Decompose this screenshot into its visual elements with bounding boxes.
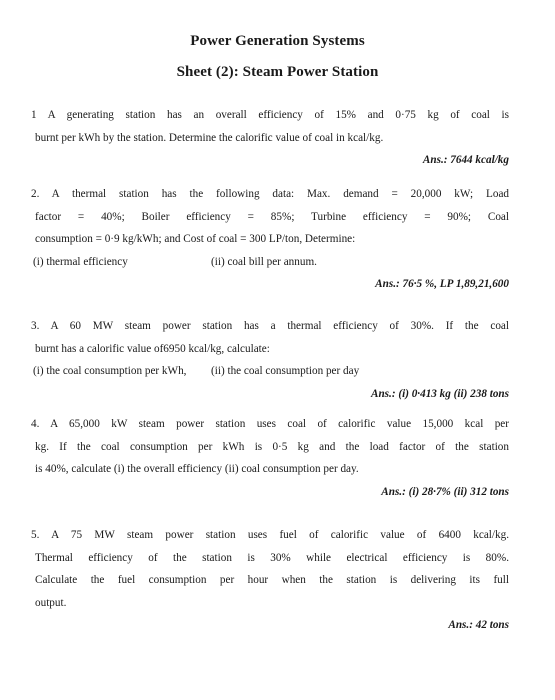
question-2-part-i: (i) thermal efficiency [33,255,128,268]
question-3-line-2: burnt has a calorific value of6950 kcal/kg, calculate: [35,342,270,355]
question-3-parts [31,360,509,383]
question-2-line-2: factor = 40%; Boiler efficiency = 85%; Turbine efficiency = 90%; Coal [35,210,509,223]
question-1 [31,104,509,171]
question-2-line-1: 2. A thermal station has the following data: Max. demand = 20,000 kW; Load [31,188,509,200]
question-5-line-3: Calculate the fuel consumption per hour when the station is delivering its full [35,574,509,586]
question-4-line-3: is 40%, calculate (i) the overall efficiency (ii) coal consumption per day. [35,463,359,475]
question-4-answer: Ans.: (i) 28·7% (ii) 312 tons [381,485,509,498]
question-3-part-ii: (ii) the coal consumption per day [211,365,360,377]
question-2-parts [31,251,509,274]
question-1-line-2: burnt per kWh by the station. Determine the calorific value of coal in kcal/kg. [35,131,384,144]
question-4-line-1: 4. A 65,000 kW steam power station uses coal of calorific value 15,000 kcal per [31,418,509,430]
question-5-line-4: output. [35,596,67,609]
question-4 [31,413,509,503]
question-5 [31,524,509,636]
question-1-line-1: 1 A generating station has an overall efficiency of 15% and 0·75 kg of coal is [31,109,509,121]
question-2-answer: Ans.: 76·5 %, LP 1,89,21,600 [375,278,509,290]
question-3-line-1: 3. A 60 MW steam power station has a thermal efficiency of 30%. If the coal [31,320,509,332]
question-1-answer: Ans.: 7644 kcal/kg [422,154,509,166]
question-3-part-i: (i) the coal consumption per kWh, [33,365,187,377]
question-3-answer: Ans.: (i) 0·413 kg (ii) 238 tons [371,387,509,400]
question-4-line-2: kg. If the coal consumption per kWh is 0·5 kg and the load factor of the station [35,440,509,453]
question-2 [31,183,509,295]
question-3 [31,315,509,405]
document-title: Power Generation Systems [190,33,365,49]
question-5-line-1: 5. A 75 MW steam power station uses fuel of calorific value of 6400 kcal/kg. [31,529,509,541]
question-2-part-ii: (ii) coal bill per annum. [211,255,317,268]
question-5-answer: Ans.: 42 tons [448,619,509,631]
sheet-subtitle: Sheet (2): Steam Power Station [176,64,379,80]
question-5-line-2: Thermal efficiency of the station is 30% while electrical efficiency is 80%. [35,551,509,564]
question-2-line-3: consumption = 0·9 kg/kWh; and Cost of coal = 300 LP/ton, Determine: [35,233,356,245]
